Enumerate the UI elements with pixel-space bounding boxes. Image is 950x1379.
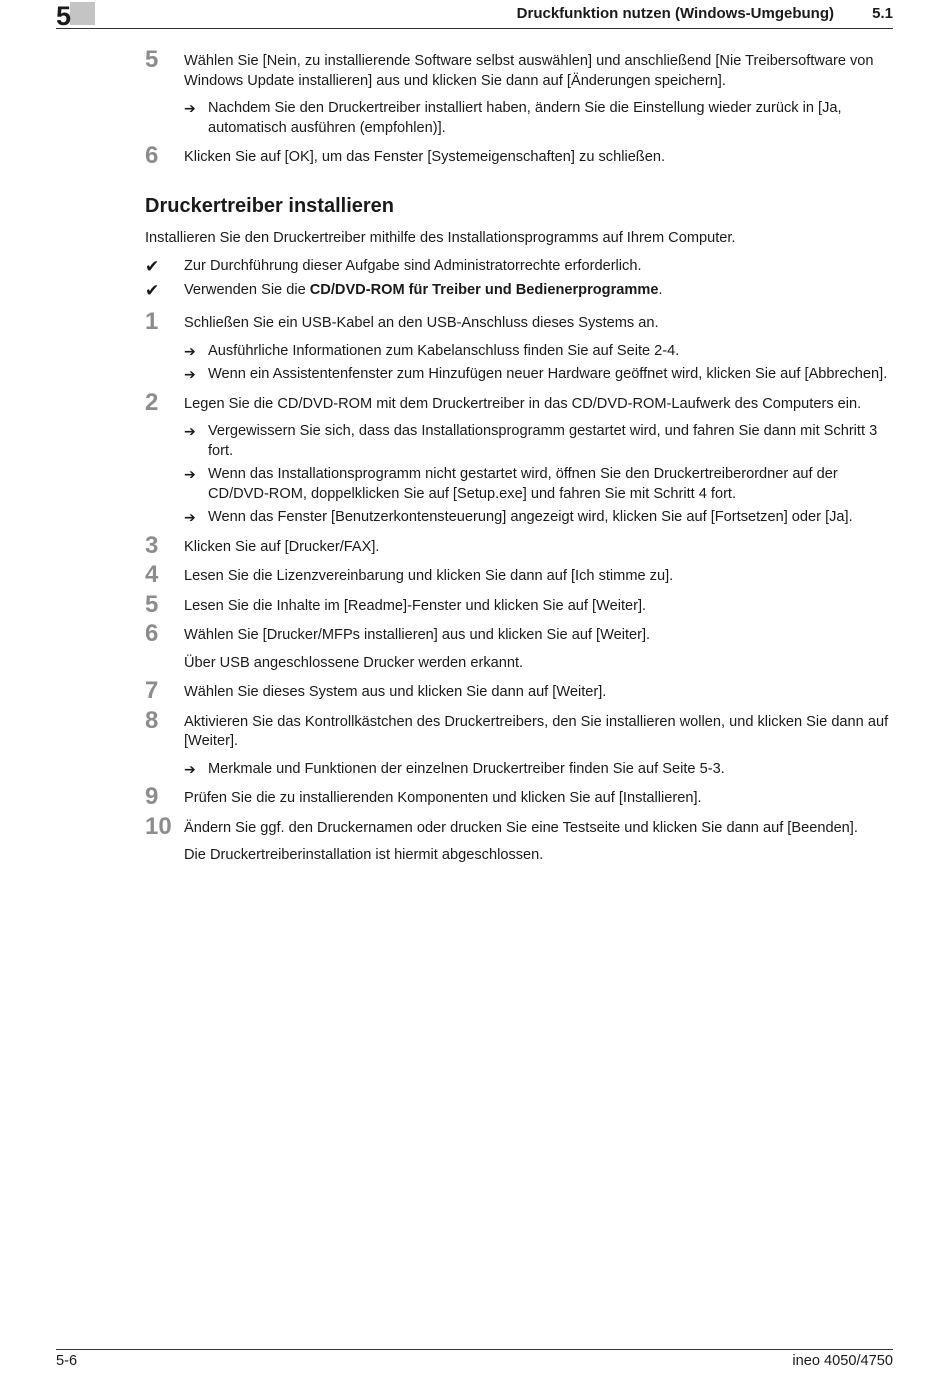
requirements-list <box>145 257 895 300</box>
requirement-item <box>145 281 895 301</box>
step-text: Lesen Sie die Inhalte im [Readme]-Fenster und klicken Sie auf [Weiter]. <box>184 597 647 614</box>
requirement-text: Zur Durchführung dieser Aufgabe sind Administratorrechte erforderlich. <box>184 258 642 274</box>
step <box>145 388 895 528</box>
step <box>145 590 895 618</box>
step-number: 5 <box>145 46 159 73</box>
running-header-section: 5.1 <box>872 5 893 22</box>
step-note-text: Ausführliche Informationen zum Kabelanschluss finden Sie auf Seite 2-4. <box>208 342 680 359</box>
step-note <box>184 365 895 385</box>
requirement-item <box>145 257 895 277</box>
step-note-text: Nachdem Sie den Druckertreiber installiert haben, ändern Sie die Einstellung wieder zurück in [Ja, automatisch ausführen (empfohlen)]. <box>208 100 842 136</box>
step-note <box>184 760 895 780</box>
step <box>145 677 895 704</box>
step <box>145 620 895 673</box>
step-text: Legen Sie die CD/DVD-ROM mit dem Druckertreiber in das CD/DVD-ROM-Laufwerk des Computers ein. <box>184 395 862 412</box>
step-number: 9 <box>145 783 159 810</box>
step-result: Die Druckertreiberinstallation ist hiermit abgeschlossen. <box>184 847 544 863</box>
running-header-title: Druckfunktion nutzen (Windows-Umgebung) <box>516 5 834 22</box>
step-number: 6 <box>145 620 159 647</box>
arrow-right-icon: ➔ <box>184 423 196 439</box>
step-notes <box>184 342 895 385</box>
step-note-text: Merkmale und Funktionen der einzelnen Druckertreiber finden Sie auf Seite 5-3. <box>208 760 725 777</box>
step <box>145 706 895 780</box>
step-number: 6 <box>145 142 159 169</box>
step <box>145 812 895 866</box>
step-text: Wählen Sie [Drucker/MFPs installieren] aus und klicken Sie auf [Weiter]. <box>184 627 651 643</box>
step-text: Aktivieren Sie das Kontrollkästchen des Druckertreibers, den Sie installieren wollen, und klicken Sie dann auf [Weiter]. <box>184 713 889 749</box>
step-number: 2 <box>145 388 159 416</box>
step-number: 1 <box>145 308 159 335</box>
arrow-right-icon: ➔ <box>184 366 196 382</box>
step-note <box>184 342 895 362</box>
requirement-text: Verwenden Sie die <box>184 281 310 298</box>
step-number: 10 <box>145 812 172 840</box>
requirement-text-end: . <box>658 281 663 298</box>
section-intro: Installieren Sie den Druckertreiber mithilfe des Installationsprogramms auf Ihrem Computer. <box>145 229 736 246</box>
step-note <box>184 465 895 504</box>
step-number: 4 <box>145 561 159 588</box>
product-name: ineo 4050/4750 <box>792 1353 893 1369</box>
page-number: 5-6 <box>56 1353 78 1369</box>
page-content <box>145 46 895 876</box>
arrow-right-icon: ➔ <box>184 509 196 525</box>
step <box>145 783 895 810</box>
step-text: Lesen Sie die Lizenzvereinbarung und klicken Sie dann auf [Ich stimme zu]. <box>184 568 674 584</box>
step <box>145 142 895 169</box>
requirement-emphasis: CD/DVD-ROM für Treiber und Bedienerprogramme <box>309 281 659 298</box>
step-note-text: Wenn das Fenster [Benutzerkontensteuerung] angezeigt wird, klicken Sie auf [Fortsetzen] oder [Ja]. <box>208 509 853 525</box>
step-note-text: Wenn ein Assistentenfenster zum Hinzufügen neuer Hardware geöffnet wird, klicken Sie auf [Abbrechen]. <box>208 366 888 382</box>
checkmark-icon: ✔ <box>145 280 160 300</box>
footer-rule <box>56 1349 893 1350</box>
section-title: Druckertreiber installieren <box>145 194 394 217</box>
step-notes <box>184 99 895 138</box>
step <box>145 531 895 559</box>
step-text: Schließen Sie ein USB-Kabel an den USB-Anschluss dieses Systems an. <box>184 315 659 331</box>
step-number: 3 <box>145 531 159 559</box>
step-note <box>184 99 895 138</box>
step-text: Wählen Sie dieses System aus und klicken Sie dann auf [Weiter]. <box>184 684 607 700</box>
step-text: Ändern Sie ggf. den Druckernamen oder drucken Sie eine Testseite und klicken Sie dann auf [Beenden]. <box>184 819 858 836</box>
step-result: Über USB angeschlossene Drucker werden erkannt. <box>184 654 524 671</box>
arrow-right-icon: ➔ <box>184 466 196 482</box>
chapter-number: 5 <box>56 1 72 31</box>
step-number: 8 <box>145 706 159 734</box>
step-note-text: Wenn das Installationsprogramm nicht gestartet wird, öffnen Sie den Druckertreiberordner auf der CD/DVD-ROM, doppelklicken Sie auf [Setup.exe] und fahren Sie mit Schritt 4 fort. <box>208 466 838 502</box>
step-note <box>184 508 895 528</box>
step-number: 5 <box>145 590 159 618</box>
step-notes <box>184 422 895 528</box>
step-number: 7 <box>145 677 159 704</box>
step <box>145 561 895 588</box>
step-notes <box>184 760 895 780</box>
arrow-right-icon: ➔ <box>184 342 196 359</box>
arrow-right-icon: ➔ <box>184 760 196 777</box>
step-note <box>184 422 895 461</box>
arrow-right-icon: ➔ <box>184 100 196 116</box>
step-text: Klicken Sie auf [OK], um das Fenster [Systemeigenschaften] zu schließen. <box>184 149 666 165</box>
header-rule <box>56 28 893 29</box>
step-text: Prüfen Sie die zu installierenden Komponenten und klicken Sie auf [Installieren]. <box>184 790 702 806</box>
step <box>145 308 895 385</box>
step <box>145 46 895 138</box>
checkmark-icon: ✔ <box>145 257 160 276</box>
step-text: Klicken Sie auf [Drucker/FAX]. <box>184 538 380 555</box>
step-note-text: Vergewissern Sie sich, dass das Installationsprogramm gestartet wird, und fahren Sie dann mit Schritt 3 fort. <box>208 423 878 459</box>
step-text: Wählen Sie [Nein, zu installierende Software selbst auswählen] und anschließend [Nie Treibersoftware von Windows Update installieren] aus und klicken Sie dann auf [Änderungen speichern]. <box>184 53 874 89</box>
